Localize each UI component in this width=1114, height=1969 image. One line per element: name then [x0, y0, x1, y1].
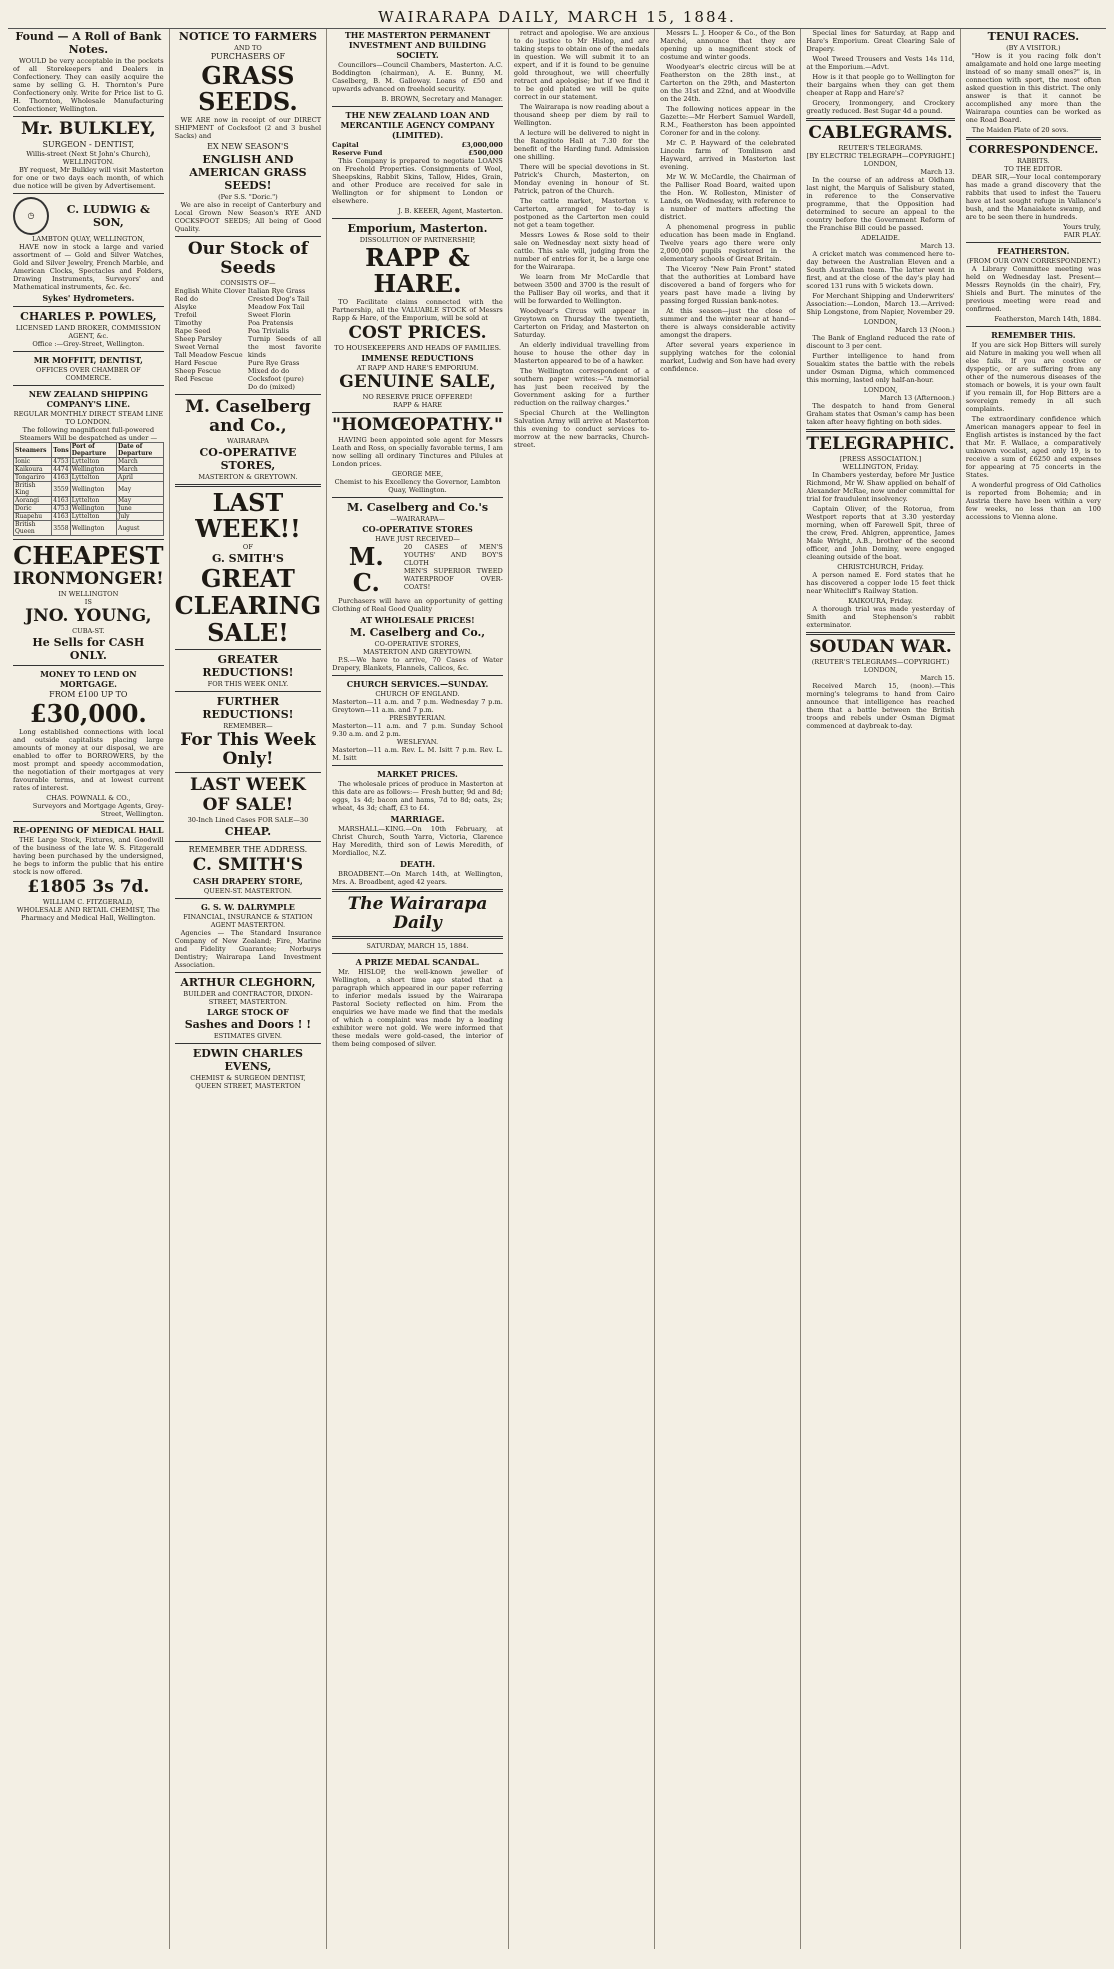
agents-body: We are also in receipt of Canterbury and Local Grown New Season's RYE AND COCKSFOOT SEEDS; All being of Good Quality.: [174, 201, 322, 233]
shipping-header-cell: Tons: [52, 443, 71, 458]
cheap-title: CHEAP.: [224, 825, 272, 838]
young-name: JNO. YOUNG,: [25, 606, 152, 626]
table-cell: Wellington: [70, 482, 116, 497]
col5-para-3: The following notices appear in the Gazette:—Mr Herbert Samuel Wardell, R.M., Featherston has been appointed Coroner for and in the colony.: [660, 105, 796, 137]
col5-para-7: The Viceroy "New Pain Front" stated that the authorities at Lombard have discovered a band of forgers who for years past have made a living by passing forged Russian bank-notes.: [660, 265, 796, 305]
tel-3: A person named E. Ford states that he has discovered a copper lode 15 feet thick near Whitecliff's Railway Station.: [806, 571, 955, 595]
table-cell: 4753: [53, 458, 69, 465]
london-1: LONDON,: [863, 160, 898, 168]
coop-2: CO-OPERATIVE STORES: [362, 524, 473, 534]
clearing-title: CLEARING: [174, 591, 322, 620]
money-body: Long established connections with local and outside capitalists placing large amounts of money at our disposal, we are enabled to offer to BORROWERS, by the most prompt and speedy accommodation, the negotiation of their mortgages at very favourable terms, and at lowest current rates of interest.: [13, 728, 164, 792]
caselberg-2: M. Caselberg and Co.'s: [346, 501, 489, 514]
own-correspondent: (FROM OUR OWN CORRESPONDENT.): [966, 257, 1101, 265]
church-england-times: Masterton—11 a.m. and 7 p.m. Wednesday 7 p.m. Greytown—11 a.m. and 7 p.m.: [332, 698, 503, 714]
wellington-friday: WELLINGTON, Friday.: [842, 463, 919, 471]
list-item: Red Fescue: [174, 375, 214, 383]
table-cell: 4163: [53, 497, 69, 504]
table-cell: Ionic: [14, 458, 52, 466]
market-body: The wholesale prices of produce in Masterton at this date are as follows:— Fresh butter, 9d and 8d; eggs, 1s 4d; bacon and hams, 7d to 8d; oats, 2s; wheat, 4s 3d; chaff, £3 to £4.: [332, 780, 503, 812]
ludwig-body: HAVE now in stock a large and varied assortment of — Gold and Silver Watches, Gold and Silver Jewelry, French Marble, and American Clocks, Spectacles and Folders, Drawing Instruments, Surveyors' and Mathematical instruments, &c. &c.: [13, 243, 164, 291]
col5-para-9: After several years experience in supplying watches for the colonial market, Ludwig and Son have had every confidence.: [660, 341, 796, 373]
col5-para-6: A phenomenal progress in public education has been made in England. Twelve years ago there were only 2,000,000 pupils registered in the elementary schools of Great Britain.: [660, 223, 796, 263]
table-cell: Wellington: [70, 521, 116, 536]
moffitt-address: OFFICES OVER CHAMBER OF COMMERCE.: [36, 366, 141, 382]
medical-hall-body: THE Large Stock, Fixtures, and Goodwill of the business of the late W. S. Fitzgerald having been purchased by the undersigned, he begs to inform the public that his entire stock is now offered.: [13, 836, 164, 876]
correspondence-body: DEAR SIR,—Your local contemporary has made a grand discovery that the rabbits that used to infest the Taueru have at last sought refuge in Vallance's bush, and the Manaiakete swamp, and are to be seen there in hundreds.: [965, 173, 1101, 221]
and-to: AND TO: [234, 44, 262, 52]
cable-1: In the course of an address at Oldham last night, the Marquis of Salisbury stated, in reference to the Conservative programme, that the Opposition had determined to secure an appeal to the country before the Government Reform of the Franchise Bill could be passed.: [806, 176, 955, 232]
brown-signature: B. BROWN, Secretary and Manager.: [381, 95, 503, 103]
table-row: [14, 505, 164, 513]
col6-para-a: How is it that people go to Wellington for their bargains when they can get them cheaper at Rapp and Hare's?: [806, 73, 955, 97]
col5-para-4: Mr C. P. Hayward of the celebrated Lincoln farm of Tomlinson and Hayward, arrived in Masterton last evening.: [660, 139, 796, 171]
towns-3: MASTERTON AND GREYTOWN.: [362, 648, 473, 656]
col4-para-4: There will be special devotions in St. Patrick's Church, Masterton, on Monday evening in honour of St. Patrick, patron of the Church.: [513, 163, 650, 195]
rapp-body: TO Facilitate claims connected with the Partnership, all the VALUABLE STOCK of Messrs Rapp & Hare, of the Emporium, will be sold at: [332, 298, 503, 322]
mc-block: [332, 543, 503, 597]
table-cell: Lyttelton: [70, 458, 116, 466]
reserve-row: [332, 149, 503, 157]
list-item: Poa Trivialis: [247, 327, 290, 335]
coop-3: CO-OPERATIVE STORES,: [374, 640, 461, 648]
bulkley-title: SURGEON - DENTIST,: [42, 140, 135, 149]
list-item: Sheep Parsley: [174, 335, 222, 343]
list-item: Sweet Florin: [247, 311, 291, 319]
just-received: HAVE JUST RECEIVED—: [375, 535, 460, 543]
last-week-title: LAST WEEK!!: [195, 488, 301, 543]
table-cell: 4163: [53, 474, 69, 481]
column-5: [655, 29, 801, 1949]
table-row: [14, 521, 164, 536]
column-1: [8, 29, 170, 1949]
shipping-intro: The following magnificent full-powered Steamers Will be despatched as under —: [19, 426, 158, 442]
bulkley-name: Mr. BULKLEY,: [20, 119, 156, 139]
notice-farmers: NOTICE TO FARMERS: [178, 30, 317, 43]
list-item: Crested Dog's Tail: [247, 295, 310, 303]
col5-para-2: Woodyear's electric circus will be at Featherston on the 28th inst., at Carterton on the 29th, and Masterton on the 31st and 22nd, and at Woodville on the 24th.: [660, 63, 796, 103]
caselberg-wairarapa: WAIRARAPA: [226, 437, 269, 445]
christchurch: CHRISTCHURCH, Friday.: [837, 563, 924, 571]
featherston-title: FEATHERSTON.: [997, 246, 1070, 256]
table-cell: August: [116, 521, 163, 536]
table-cell: 4163: [53, 513, 69, 520]
seeds-list: [175, 287, 322, 391]
of-sale: OF SALE!: [202, 795, 294, 815]
hop-body-2: The extraordinary confidence which American managers appear to feel in English artistes is instanced by the fact that Mr. F. Wallace, a comparatively unknown vocalist, aged only 19, is to receive a sum of £6250 and expenses for appearing at 75 concerts in the States.: [965, 415, 1101, 479]
cablegrams-title: CABLEGRAMS.: [808, 123, 953, 143]
dalrymple-sub: FINANCIAL, INSURANCE & STATION AGENT MASTERTON.: [183, 913, 313, 929]
newspaper-page: [8, 8, 1106, 1953]
tel-1: In Chambers yesterday, before Mr Justice Richmond, Mr W. Shaw applied on behalf of Alexander McRae, now under committal for trial for fraudulent insolvency.: [806, 471, 955, 503]
table-row: [14, 466, 164, 474]
caselberg-towns: MASTERTON & GREYTOWN.: [198, 473, 298, 481]
remember-address: REMEMBER THE ADDRESS.: [188, 845, 308, 854]
mc-monogram: M. C.: [348, 542, 384, 597]
found-title: Found — A Roll of Bank Notes.: [15, 30, 162, 56]
shipping-table: [13, 442, 164, 536]
capital-value: £3,000,000: [461, 141, 503, 149]
list-item: Sheep Fescue: [174, 367, 221, 375]
col4-para-3: A lecture will be delivered to night in the Rangitoto Hall at 7.30 for the benefit of the Harding fund. Admission one shilling.: [513, 129, 650, 161]
table-row: [14, 482, 164, 497]
moffitt-name: MR MOFFITT, DENTIST,: [33, 355, 143, 365]
in-wellington: IN WELLINGTON: [58, 590, 119, 598]
leader-title: A PRIZE MEDAL SCANDAL.: [355, 957, 480, 967]
list-item: Mixed do do: [247, 367, 290, 375]
grass-body: WE ARE now in receipt of our DIRECT SHIPMENT of Cocksfoot (2 and 3 bushel Sacks) and: [174, 116, 322, 140]
list-item: Trefoil: [174, 311, 197, 319]
ironmonger-title: IRONMONGER!: [13, 569, 164, 589]
col4-para-6: Messrs Lowes & Rose sold to their sale on Wednesday next sixty head of cattle. This sale will, judging from the number of entries for it, be a large one for the Wairarapa.: [513, 231, 650, 271]
march-15: March 15.: [920, 674, 955, 682]
homoeopathy-body: HAVING been appointed sole agent for Messrs Leath and Ross, on specially favorable terms, I am now selling all ordinary Tinctures and Pilules at London prices.: [332, 436, 503, 468]
table-cell: Tongariro: [14, 474, 52, 482]
masthead: WAIRARAPA DAILY, MARCH 15, 1884.: [8, 8, 1106, 29]
list-item: Pure Rye Grass: [247, 359, 300, 367]
housekeepers: TO HOUSEKEEPERS AND HEADS OF FAMILIES.: [334, 344, 501, 352]
soudan-sub: (REUTER'S TELEGRAMS—COPYRIGHT.): [811, 658, 950, 666]
money-address: Surveyors and Mortgage Agents, Grey-Street, Wellington.: [32, 802, 164, 818]
church-title: CHURCH SERVICES.—SUNDAY.: [346, 679, 489, 689]
sykes-title: Sykes' Hydrometers.: [42, 293, 135, 303]
genuine-sale: GENUINE SALE,: [339, 372, 496, 392]
shipping-header-cell: Date of Departure: [116, 443, 163, 458]
tel-2: Captain Oliver, of the Rotorua, from Westport reports that at 3.30 yesterday morning, when off Farewell Spit, three of the crew, Fred. Ahlgren, apprentice, James Male Wright, A.B., brother of the second officer, and John Dominy, were engaged cleaning outside of the boat.: [806, 505, 955, 561]
col5-para-8: At this season—just the close of summer and the winter near at hand—there is always considerable activity amongst the drapers.: [660, 307, 796, 339]
soudan-title: SOUDAN WAR.: [809, 637, 952, 657]
hop-body: If you are sick Hop Bitters will surely aid Nature in making you well when all else fails. If you are costive or dyspeptic, or are suffering from any other of the numerous diseases of the stomach or bowels, it is your own fault if you remain ill, for Hop Bitters are a sovereign remedy in all such complaints.: [965, 341, 1101, 413]
table-cell: Lyttelton: [70, 497, 116, 505]
shipping-subtitle: REGULAR MONTHLY DIRECT STEAM LINE TO LONDON.: [13, 410, 164, 426]
at-rapp: AT RAPP AND HARE'S EMPORIUM.: [356, 364, 479, 372]
table-row: [14, 497, 164, 505]
wholesale-prices: AT WHOLESALE PRICES!: [360, 615, 475, 625]
adelaide: ADELAIDE.: [861, 234, 900, 242]
table-cell: April: [116, 474, 163, 482]
col4-para-1: retract and apologise. We are anxious to do justice to Mr Hislop, and are taking steps to obtain one of the medals in question. We will submit it to an expert, and if it is found to be genuine gold throughout, we will cheerfully retract and apologise; but if we find it to be gold plated we will be quite correct in our statement.: [513, 29, 650, 101]
by-visitor: (BY A VISITOR.): [1006, 44, 1061, 52]
further-reductions: FURTHER REDUCTIONS!: [202, 695, 294, 721]
estimates: ESTIMATES GIVEN.: [213, 1032, 283, 1040]
table-cell: Wellington: [70, 505, 116, 513]
col4-para-2: The Wairarapa is now reading about a thousand sheep per diem by rail to Wellington.: [513, 103, 650, 127]
leader-body: Mr. HISLOP, the well-known jeweller of Wellington, a short time ago stated that a paragraph which appeared in our paper referring to inferior medals issued by the Wairarapa Pastoral Society reflected on him. From the enquiries we have made we find that the medals of which a complaint was made by a leading exhibitor were not gold. We were informed that these medals were gold-cased, the interior of them being composed of silver.: [332, 968, 503, 1048]
cuba-street: CUBA-ST.: [72, 627, 105, 635]
mc-items-2: MEN'S SUPERIOR TWEED WATERPROOF OVER-COATS!: [403, 567, 503, 591]
purchasers-of: PURCHASERS OF: [210, 52, 286, 61]
edwin-sub: CHEMIST & SURGEON DENTIST,: [190, 1074, 306, 1082]
date-line: SATURDAY, MARCH 15, 1884.: [366, 942, 469, 950]
list-item: Turnip Seeds of all the most favorite kinds: [247, 335, 322, 359]
list-item: Do do (mixed): [247, 383, 295, 391]
stock-title: Our Stock of Seeds: [187, 239, 309, 278]
cash-drapery: CASH DRAPERY STORE,: [193, 876, 303, 886]
list-item: English White Clover: [174, 287, 246, 295]
this-week: FOR THIS WEEK ONLY.: [207, 680, 289, 688]
keeer-signature: J. B. KEEER, Agent, Masterton.: [398, 207, 503, 215]
nz-loan-body: This Company is prepared to negotiate LOANS on Freehold Properties. Consignments of Wool, Sheepskins, Rabbit Skins, Tallow, Hides, Grain, and other Produce are received for sale in Wellington or for shipment to London or elsewhere.: [332, 157, 503, 205]
featherston-date: Featherston, March 14th, 1884.: [994, 315, 1101, 323]
table-cell: Kaikoura: [14, 466, 52, 474]
col5-para-5: Mr W. W. McCardle, the Chairman of the Palliser Road Board, waited upon the Hon. W. Rolleston, Minister of Lands, on Wednesday, with reference to a number of matters affecting the district.: [660, 173, 796, 221]
building-society-body: Councillors—Council Chambers, Masterton. A.C. Boddington (chairman), A. E. Bunny, M. Caselberg, B. M. Galloway. Loans of £50 and upwards advanced on freehold security.: [332, 61, 503, 93]
fitzgerald-sub: WHOLESALE AND RETAIL CHEMIST, The Pharmacy and Medical Hall, Wellington.: [16, 906, 160, 922]
bulkley-address: Willis-street (Next St John's Church), WELLINGTON.: [26, 150, 151, 166]
yours-truly: Yours truly,: [1063, 223, 1101, 231]
correspondence-title: CORRESPONDENCE.: [968, 143, 1099, 156]
table-cell: May: [116, 497, 163, 505]
press-association: [PRESS ASSOCIATION.]: [839, 455, 922, 463]
marriage-title: MARRIAGE.: [390, 814, 445, 824]
column-7: [961, 29, 1106, 1949]
table-cell: March: [116, 466, 163, 474]
death-body: BROADBENT.—On March 14th, at Wellington, Mrs. A. Broadbent, aged 42 years.: [332, 870, 503, 886]
church-wesleyan: WESLEYAN.: [396, 738, 439, 746]
church-england: CHURCH OF ENGLAND.: [375, 690, 460, 698]
consists-of: CONSISTS OF—: [220, 279, 276, 287]
march-13-noon: March 13 (Noon.): [895, 326, 955, 334]
grass-seeds-title: GRASS SEEDS.: [198, 61, 298, 116]
table-cell: Doric: [14, 505, 52, 513]
no-reserve: NO RESERVE PRICE OFFERED!: [362, 393, 473, 401]
shipping-header-cell: Port of Departure: [70, 443, 116, 458]
medical-hall-title: RE-OPENING OF MEDICAL HALL: [13, 825, 164, 835]
paper-title: The Wairarapa Daily: [347, 894, 488, 933]
list-item: Timothy: [174, 319, 203, 327]
column-2: [170, 29, 328, 1949]
dalrymple-name: G. S. W. DALRYMPLE: [200, 902, 295, 912]
to-editor: TO THE EDITOR.: [1004, 165, 1063, 173]
col4-para-9: An elderly individual travelling from house to house the other day in Masterton appeared to be of a hawker.: [513, 341, 650, 365]
cable-5: Further intelligence to hand from Souakim states the battle with the rebels under Osman Digma, which commenced this morning, lasted only half-an-hour.: [806, 352, 955, 384]
by-cable: [BY ELECTRIC TELEGRAPH—COPYRIGHT.]: [806, 152, 955, 160]
church-presbyterian: PRESBYTERIAN.: [389, 714, 446, 722]
list-item: Rape Seed: [174, 327, 211, 335]
column-4: [509, 29, 655, 1949]
ludwig-address: LAMBTON QUAY, WELLINGTON,: [32, 235, 145, 243]
caselberg-3: M. Caselberg and Co.,: [349, 626, 486, 639]
wairarapa-2: —WAIRARAPA—: [389, 515, 446, 523]
blinds-line: 30-Inch Lined Cases FOR SALE—30: [187, 816, 309, 824]
cost-prices: COST PRICES.: [348, 323, 487, 343]
shipping-title: NEW ZEALAND SHIPPING COMPANY'S LINE.: [28, 389, 148, 409]
powles-address: Office :—Grey-Street, Wellington.: [32, 340, 145, 348]
queen-st: QUEEN-ST. MASTERTON.: [203, 887, 292, 895]
death-title: DEATH.: [399, 859, 436, 869]
ex-ship: EX NEW SEASON'S: [207, 142, 289, 151]
table-cell: 4753: [53, 505, 69, 512]
hop-body-3: A wonderful progress of Old Catholics is reported from Bohemia; and in Austria there have been within a very few weeks, no less than an 100 accessions to Vienna alone.: [965, 481, 1101, 521]
table-cell: Aorangi: [14, 497, 52, 505]
reserve-value: £500,000: [468, 149, 503, 157]
list-item: Tall Meadow Fescue: [174, 351, 243, 359]
sale-title: SALE!: [207, 618, 289, 647]
church-presbyterian-times: Masterton—11 a.m. and 7 p.m. Sunday School 9.30 a.m. and 2 p.m.: [332, 722, 503, 738]
clock-emblem-icon: ◷: [13, 197, 49, 235]
table-row: [14, 513, 164, 521]
specials: Special lines for Saturday, at Rapp and Hare's Emporium. Great Clearing Sale of Drapery.: [806, 29, 955, 53]
list-item: Alsyke: [174, 303, 197, 311]
cleghorn-name: ARTHUR CLEGHORN,: [180, 976, 316, 989]
march-13: March 13.: [920, 168, 955, 176]
bulkley-body: BY request, Mr Bulkley will visit Masterton for one or two days each month, of which due notice will be given by Advertisement.: [13, 166, 164, 190]
tweed-ad: Wool Tweed Trousers and Vests 14s 11d, at the Emporium.—Advt.: [806, 55, 955, 71]
table-row: [14, 458, 164, 466]
kaikoura: KAIKOURA, Friday.: [848, 597, 913, 605]
table-cell: March: [116, 458, 163, 466]
list-item: Poa Pratensis: [247, 319, 294, 327]
col5-para-1: Messrs L. J. Hooper & Co., of the Bon Marché, announce that they are opening up a magnificent stock of costume and winter goods.: [660, 29, 796, 61]
col4-para-7: We learn from Mr McCardle that between 3500 and 3700 is the result of the Palliser Bay oil works, and that it will be forwarded to Wellington.: [513, 273, 650, 305]
tel-4: A thorough trial was made yesterday of Smith and Stephenson's rabbit exterminator.: [806, 605, 955, 629]
capital-row: [332, 141, 503, 149]
purchasers-line: Purchasers will have an opportunity of getting Clothing of Real Good Quality: [332, 597, 503, 613]
table-cell: British Queen: [14, 521, 52, 536]
remember-this: REMEMBER THIS.: [991, 330, 1076, 340]
emporium-title: Emporium, Masterton.: [347, 222, 488, 235]
money-amount: £30,000.: [29, 699, 147, 728]
large-stock: LARGE STOCK OF: [207, 1007, 289, 1017]
edwin-address: QUEEN STREET, MASTERTON: [195, 1082, 301, 1090]
london-3: LONDON,: [863, 386, 898, 394]
tenui-body-2: The Maiden Plate of 20 sovs.: [971, 126, 1069, 134]
cleghorn-sub: BUILDER and CONTRACTOR, DIXON-STREET, MASTERTON.: [183, 990, 313, 1006]
building-society-title: THE MASTERTON PERMANENT INVESTMENT AND BUILDING SOCIETY.: [344, 30, 491, 60]
col4-para-5: The cattle market, Masterton v. Carterton, arranged for to-day is postponed as the Carterton men could not get a team together.: [513, 197, 650, 229]
reserve-label: Reserve Fund: [332, 149, 383, 157]
list-item: Sweet Vernal: [174, 343, 219, 351]
column-6: [801, 29, 960, 1949]
money-title: MONEY TO LEND ON MORTGAGE.: [40, 669, 137, 689]
cable-6: The despatch to hand from General Graham states that Osman's camp has been taken after heavy fighting on both sides.: [806, 402, 955, 426]
market-title: MARKET PRICES.: [377, 769, 458, 779]
fitzgerald-name: WILLIAM C. FITZGERALD,: [42, 898, 134, 906]
table-cell: 3558: [52, 521, 71, 536]
table-cell: Ruapehu: [14, 513, 52, 521]
dissolution: DISSOLUTION OF PARTNERSHIP,: [359, 236, 476, 244]
london-2: LONDON,: [863, 318, 898, 326]
great-title: GREAT: [200, 564, 295, 593]
adelaide-date: March 13.: [920, 242, 955, 250]
cable-2: A cricket match was commenced here to-day between the Australian Eleven and a South Australian team. The latter went in first, and at the close of the day's play had scored 131 runs with 5 wickets down.: [806, 250, 955, 290]
table-row: [14, 474, 164, 482]
powles-name: CHARLES P. POWLES,: [20, 310, 157, 323]
of-label: OF: [242, 543, 253, 551]
c-smiths-name: C. SMITH'S: [192, 855, 304, 875]
list-item: Meadow Fox Tail: [247, 303, 305, 311]
london-4: LONDON,: [863, 666, 898, 674]
list-item: Hard Fescue: [174, 359, 218, 367]
list-item: Red do: [174, 295, 199, 303]
shipping-header-cell: Steamers: [14, 443, 52, 458]
homoeopathy-title: "HOMŒOPATHY.": [332, 415, 503, 435]
table-cell: 4474: [53, 466, 69, 473]
tel-5: Received March 15, (noon).—This morning's telegrams to hand from Cairo announce that intelligence has reached them that a battle between the British troops and rebels under Osman Digmat commenced at daybreak to-day.: [806, 682, 955, 730]
fair-play: FAIR PLAY.: [1063, 231, 1101, 239]
capital-label: Capital: [332, 141, 359, 149]
table-cell: Lyttelton: [70, 513, 116, 521]
george-mee-sub: Chemist to his Excellency the Governor, Lambton Quay, Wellington.: [334, 478, 501, 494]
col4-para-8: Woodyear's Circus will appear in Greytown on Thursday the twentieth, Carterton on Friday, and Masterton on Saturday.: [513, 307, 650, 339]
for-this-week: For This Week Only!: [180, 730, 316, 769]
table-cell: British King: [14, 482, 52, 497]
english-american: ENGLISH AND AMERICAN GRASS SEEDS!: [189, 153, 307, 192]
ludwig-header: [13, 197, 164, 235]
cable-4: The Bank of England reduced the rate of discount to 3 per cent.: [806, 334, 955, 350]
nz-loan-title: THE NEW ZEALAND LOAN AND MERCANTILE AGENCY COMPANY (LIMITED).: [340, 110, 495, 140]
mc-items: 20 CASES of MEN'S YOUTHS' AND BOY'S CLOTH: [403, 543, 503, 567]
ludwig-name: C. LUDWIG & SON,: [66, 203, 150, 229]
church-wesleyan-times: Masterton—11 a.m. Rev. L. M. Isitt 7 p.m. Rev. L. M. Isitt: [332, 746, 503, 762]
list-item: Cocksfoot (pure): [247, 375, 304, 383]
edwin-name: EDWIN CHARLES EVENS,: [192, 1047, 304, 1073]
cash-only: He Sells for CASH ONLY.: [32, 636, 145, 662]
george-mee: GEORGE MEE,: [391, 470, 444, 478]
marriage-body: MARSHALL—KING.—On 10th February, at Christ Church, South Yarra, Victoria, Clarence Hay Meredith, third son of Lewis Meredith, of Mordialloc, N.Z.: [332, 825, 503, 857]
tanks-note: P.S.—We have to arrive, 70 Cases of Water Drapery, Blankets, Flannels, Calicos, &c.: [332, 656, 503, 672]
table-cell: June: [116, 505, 163, 513]
cable-3: For Merchant Shipping and Underwriters' Association:—London, March 13.—Arrived: Ship Longstone, from Napier, November 29.: [806, 292, 955, 316]
list-item: Italian Rye Grass: [247, 287, 306, 295]
featherston-body: A Library Committee meeting was held on Wednesday last. Present—Messrs Reynolds (in the chair), Fry, Shiels and Burt. The minutes of the previous meeting were read and confirmed.: [965, 265, 1101, 313]
col6-para-b: Grocery, Ironmongery, and Crockery greatly reduced. Best Sugar 4d a pound.: [806, 99, 955, 115]
column-3: [327, 29, 509, 1949]
remember-label: REMEMBER—: [223, 722, 273, 730]
greater-reductions: GREATER REDUCTIONS!: [202, 653, 294, 679]
caselberg-coop: CO-OPERATIVE STORES,: [199, 446, 297, 472]
table-cell: Wellington: [70, 466, 116, 474]
sashes-doors: Sashes and Doors ! !: [184, 1018, 312, 1031]
reuters: REUTER'S TELEGRAMS.: [838, 144, 923, 152]
rapp-hare-title: RAPP & HARE.: [365, 243, 470, 298]
smiths-name: G. SMITH'S: [212, 552, 284, 565]
tenui-body: "How is it you racing folk don't amalgamate and hold one large meeting instead of so many small ones?" is, in connection with sport, the most often asked question in this district. The only answer is that it cannot be accomplished any more than the Wairarapa counties can be worked as one Road Board.: [965, 52, 1101, 124]
is-label: IS: [84, 598, 92, 606]
tenui-title: TENUI RACES.: [987, 30, 1080, 43]
table-cell: 3559: [52, 482, 71, 497]
doric-note: (Per S.S. "Doric."): [218, 193, 278, 201]
col4-para-10: The Wellington correspondent of a southern paper writes:—"A memorial has just been received by the Government asking for a further reduction on the railway charges.": [513, 367, 650, 407]
table-cell: Lyttelton: [70, 474, 116, 482]
dalrymple-body: Agencies — The Standard Insurance Company of New Zealand; Fire, Marine and Fidelity Guarantee; Norburys Dentistry; Wairarapa Land Investment Association.: [174, 929, 322, 969]
found-body: WOULD be very acceptable in the pockets of all Storekeepers and Dealers in Confectionery. They can easily acquire the same by selling G. H. Thornton's Pure Confectionery only. Write for Price list to G. H. Thornton, Wholesale Manufacturing Confectioner, Wellington.: [13, 57, 164, 113]
col4-para-11: Special Church at the Wellington Salvation Army will arrive at Masterton this evening to conduct services to-morrow at the new barracks, Church-street.: [513, 409, 650, 449]
powles-title: LICENSED LAND BROKER, COMMISSION AGENT, &c.: [15, 324, 161, 340]
rabbits-title: RABBITS.: [1016, 157, 1050, 165]
table-cell: July: [116, 513, 163, 521]
cheapest-title: CHEAPEST: [13, 541, 164, 570]
telegraphic-title: TELEGRAPHIC.: [806, 434, 955, 454]
rapp-signature: RAPP & HARE: [393, 401, 442, 409]
money-from: FROM £100 UP TO: [49, 690, 128, 699]
table-cell: May: [116, 482, 163, 497]
medical-hall-amount: £1805 3s 7d.: [27, 877, 150, 897]
caselberg-name: M. Caselberg and Co.,: [185, 397, 311, 436]
last-week-2: LAST WEEK: [190, 775, 306, 795]
money-name: CHAS. POWNALL & CO.,: [46, 794, 131, 802]
immense-reductions: IMMENSE REDUCTIONS: [361, 353, 474, 363]
march-13-afternoon: March 13 (Afternoon.): [879, 394, 955, 402]
